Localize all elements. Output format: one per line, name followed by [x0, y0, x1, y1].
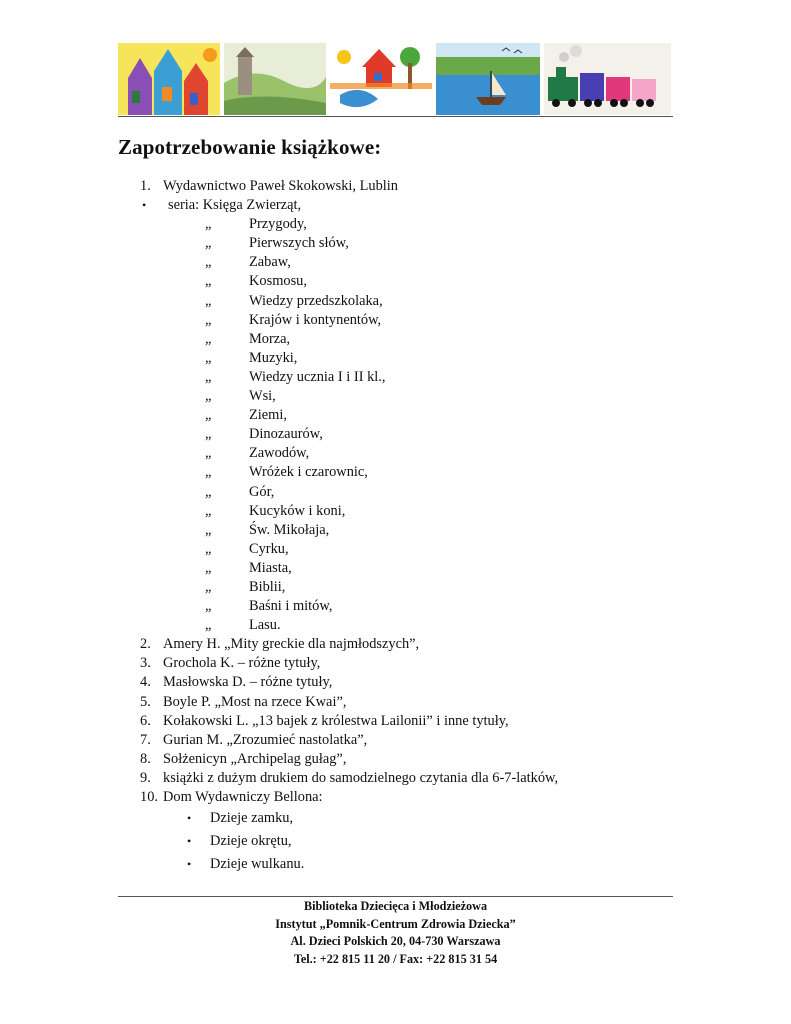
ditto-mark: „	[205, 254, 212, 271]
series-item-text: Miasta,	[249, 559, 292, 576]
series-item	[0, 292, 791, 311]
series-item-text: Zabaw,	[249, 254, 291, 271]
series-item	[0, 425, 791, 444]
series-item	[0, 349, 791, 368]
ditto-mark: „	[205, 407, 212, 424]
bellona-item-text: Dzieje zamku,	[210, 810, 294, 827]
list-item-text: Sołżenicyn „Archipelag gułag”,	[163, 750, 347, 767]
list-item-text: Masłowska D. – różne tytuły,	[163, 674, 333, 691]
series-item-text: Zawodów,	[249, 445, 310, 462]
series-item	[0, 597, 791, 616]
series-item-text: Cyrku,	[249, 540, 289, 557]
bullet: •	[187, 857, 192, 872]
series-item	[0, 234, 791, 253]
ditto-mark: „	[205, 559, 212, 576]
bellona-item	[0, 807, 791, 830]
series-item-text: Muzyki,	[249, 349, 298, 366]
series-item-text: Wróżek i czarownic,	[249, 464, 368, 481]
list-item-text: Boyle P. „Most na rzece Kwai”,	[163, 693, 347, 710]
series-item-text: Wiedzy ucznia I i II kl.,	[249, 368, 386, 385]
series-item	[0, 540, 791, 559]
list-item	[0, 177, 791, 196]
series-item	[0, 578, 791, 597]
list-item-text: Grochola K. – różne tytuły,	[163, 655, 321, 672]
series-item	[0, 502, 791, 521]
header-banner-drawings	[118, 43, 671, 115]
series-item	[0, 463, 791, 482]
list-item	[0, 731, 791, 750]
series-item	[0, 253, 791, 272]
footer-line-library: Biblioteka Dziecięca i Młodzieżowa	[303, 899, 488, 913]
ditto-mark: „	[205, 426, 212, 443]
list-item-text: Wydawnictwo Paweł Skokowski, Lublin	[163, 178, 398, 194]
list-item-text: Amery H. „Mity greckie dla najmłodszych”,	[163, 636, 420, 653]
list-item	[0, 673, 791, 692]
list-item-number: 6.	[140, 712, 151, 729]
list-item	[0, 693, 791, 712]
series-heading	[0, 196, 791, 215]
list-item-text: książki z dużym drukiem do samodzielnego czytania dla 6-7-latków,	[163, 769, 559, 786]
ditto-mark: „	[205, 292, 212, 309]
house-and-tree-drawing	[330, 43, 432, 115]
ditto-mark: „	[205, 578, 212, 595]
castle-drawing	[118, 43, 220, 115]
list-item-number: 9.	[140, 769, 151, 786]
ditto-mark: „	[205, 235, 212, 252]
list-item-number: 10.	[140, 789, 158, 805]
series-item	[0, 559, 791, 578]
series-item	[0, 521, 791, 540]
series-item	[0, 387, 791, 406]
list-item-number: 2.	[140, 636, 151, 653]
list-item-text: Gurian M. „Zrozumieć nastolatka”,	[163, 731, 368, 748]
list-item	[0, 654, 791, 673]
ditto-mark: „	[205, 388, 212, 405]
header-banner	[118, 43, 671, 115]
ditto-mark: „	[205, 540, 212, 557]
series-item-text: Baśni i mitów,	[249, 598, 333, 615]
list-item-text: Kołakowski L. „13 bajek z królestwa Lailonii” i inne tytuły,	[163, 712, 509, 729]
series-item-text: Ziemi,	[249, 407, 287, 424]
series-item-text: Pierwszych słów,	[249, 235, 349, 252]
series-item-text: Św. Mikołaja,	[249, 521, 330, 538]
list-item	[0, 635, 791, 654]
series-item	[0, 444, 791, 463]
ditto-mark: „	[205, 216, 212, 233]
bellona-list	[0, 807, 791, 876]
bullet: •	[187, 811, 192, 826]
series-item	[0, 368, 791, 387]
ditto-mark: „	[205, 521, 212, 538]
page-title: Zapotrzebowanie książkowe:	[118, 135, 382, 159]
series-item-text: Wiedzy przedszkolaka,	[249, 292, 383, 309]
bellona-item-text: Dzieje okrętu,	[210, 833, 292, 850]
footer-line-institute: Instytut „Pomnik-Centrum Zdrowia Dziecka”	[275, 916, 516, 931]
list-item	[0, 712, 791, 731]
series-item-text: Wsi,	[249, 388, 276, 405]
ditto-mark: „	[205, 464, 212, 481]
series-item	[0, 330, 791, 349]
series-item	[0, 406, 791, 425]
list-item-number: 3.	[140, 655, 151, 672]
list-item-number: 1.	[140, 178, 151, 194]
series-item-text: Przygody,	[249, 216, 307, 233]
series-item-text: Krajów i kontynentów,	[249, 311, 382, 328]
series-item-text: Kucyków i koni,	[249, 502, 346, 519]
list-item	[0, 788, 791, 807]
bullet: •	[142, 198, 147, 213]
ditto-mark: „	[205, 502, 212, 519]
tower-landscape-drawing	[224, 43, 326, 115]
list-item-number: 7.	[140, 731, 151, 748]
header-divider	[118, 116, 673, 117]
series-item-text: Kosmosu,	[249, 273, 307, 290]
ditto-mark: „	[205, 349, 212, 366]
ditto-mark: „	[205, 598, 212, 615]
ditto-mark: „	[205, 445, 212, 462]
ditto-mark: „	[205, 311, 212, 328]
series-heading-text: seria: Księga Zwierząt,	[168, 197, 302, 214]
series-item-text: Biblii,	[249, 578, 286, 595]
list-item-number: 5.	[140, 693, 151, 710]
bellona-item	[0, 853, 791, 876]
series-list	[0, 215, 791, 635]
list-item-text: Dom Wydawniczy Bellona:	[163, 789, 323, 805]
train-drawing	[544, 43, 671, 115]
book-list	[0, 177, 791, 876]
list-item	[0, 750, 791, 769]
numbered-list	[0, 635, 791, 807]
series-item	[0, 616, 791, 635]
ditto-mark: „	[205, 617, 212, 634]
series-item	[0, 483, 791, 502]
footer-line-address: Al. Dzieci Polskich 20, 04-730 Warszawa	[290, 934, 501, 948]
footer-divider	[118, 896, 673, 897]
series-item-text: Morza,	[249, 330, 291, 347]
list-item	[0, 769, 791, 788]
series-item	[0, 215, 791, 234]
series-item	[0, 272, 791, 291]
boat-on-lake-drawing	[436, 43, 540, 115]
ditto-mark: „	[205, 483, 212, 500]
bullet: •	[187, 834, 192, 849]
footer	[118, 898, 673, 968]
bellona-item	[0, 830, 791, 853]
series-item-text: Gór,	[249, 483, 275, 500]
series-item-text: Dinozaurów,	[249, 426, 323, 443]
series-item-text: Lasu.	[249, 617, 281, 634]
series-item	[0, 311, 791, 330]
ditto-mark: „	[205, 273, 212, 290]
list-item-number: 4.	[140, 674, 151, 691]
list-item-number: 8.	[140, 750, 151, 767]
bellona-item-text: Dzieje wulkanu.	[210, 856, 305, 873]
ditto-mark: „	[205, 330, 212, 347]
ditto-mark: „	[205, 368, 212, 385]
footer-line-phone-fax: Tel.: +22 815 11 20 / Fax: +22 815 31 54	[293, 951, 498, 966]
